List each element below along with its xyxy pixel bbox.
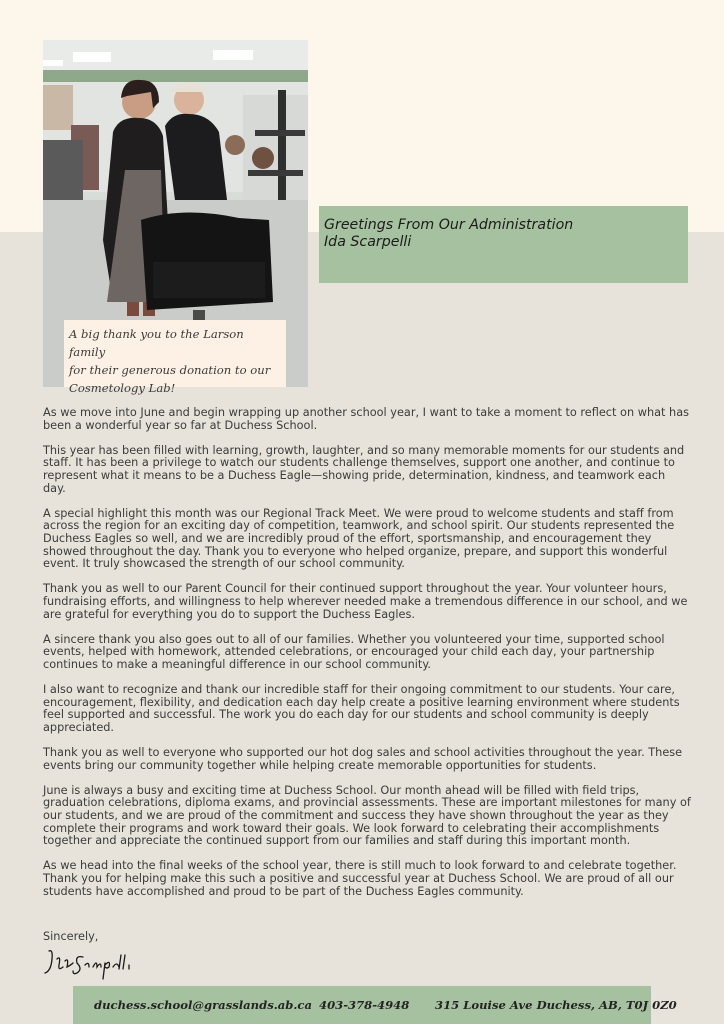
caption-line: for their generous donation to our	[69, 363, 271, 377]
letter-body	[43, 407, 691, 911]
handwritten-signature	[43, 945, 139, 985]
caption-line: Cosmetology Lab!	[69, 381, 176, 395]
body-paragraph: A special highlight this month was our Regional Track Meet. We were proud to welcome students and staff from across the region for an exciting day of competition, teamwork, and school spirit. Our students represented the Duchess Eagles so well, and we are incredibly proud of the effort, sportsmanship, and encouragement they showed throughout the day. Thank you to everyone who helped organize, prepare, and support this wonderful event. It truly showcased the strength of our school community.	[43, 506, 675, 571]
body-paragraph: This year has been filled with learning, growth, laughter, and so many memorable moments for our students and staff. It has been a privilege to watch our students challenge themselves, support one another, and continue to represent what it means to be a Duchess Eagle—showing pride, determination, kindness, and teamwork each day.	[43, 443, 685, 495]
body-paragraph: As we head into the final weeks of the school year, there is still much to look forward to and celebrate together. Thank you for helping make this such a positive and successful year at Duchess School. We are proud of all our students have accomplished and proud to be part of the Duchess Eagles community.	[43, 859, 677, 898]
greeting-header-box	[319, 206, 688, 283]
signoff: Sincerely,	[43, 930, 99, 943]
body-paragraph: As we move into June and begin wrapping up another school year, I want to take a moment to reflect on what has been a wonderful year so far at Duchess School.	[43, 406, 690, 432]
body-paragraph: I also want to recognize and thank our incredible staff for their ongoing commitment to our students. Your care, encouragement, flexibility, and dedication each day help create a positive learning environment where students feel supported and successful. The work you do each day for our students and school community is deeply appreciated.	[43, 683, 680, 734]
footer-address: 315 Louise Ave Duchess, AB, T0J 0Z0	[435, 998, 677, 1012]
greeting-title: Greetings From Our Administration	[324, 217, 574, 233]
photo-caption	[64, 320, 286, 395]
body-paragraph: A sincere thank you also goes out to all of our families. Whether you volunteered your time, supported school events, helped with homework, attended celebrations, or encouraged your child each day, your partnership continues to make a meaningful difference in our school community.	[43, 632, 665, 671]
footer-email[interactable]: duchess.school@grasslands.ab.ca	[94, 998, 312, 1012]
contact-footer	[73, 986, 677, 1024]
caption-line: A big thank you to the Larson family	[69, 327, 244, 359]
administrator-name: Ida Scarpelli	[324, 234, 412, 250]
footer-phone[interactable]: 403-378-4948	[319, 998, 410, 1012]
body-paragraph: June is always a busy and exciting time at Duchess School. Our month ahead will be filled with field trips, graduation celebrations, diploma exams, and provincial assessments. These are important milestones for many of our students, and we are proud of the commitment and success they have shown throughout the year as they complete their programs and work toward their goals. We look forward to celebrating their accomplishments together and appreciate the continued support from our families and staff during this important month.	[43, 783, 691, 848]
body-paragraph: Thank you as well to our Parent Council for their continued support throughout the year. Your volunteer hours, fundraising efforts, and willingness to help wherever needed make a tremendous difference in our school, and we are grateful for everything you do to support the Duchess Eagles.	[43, 582, 688, 621]
body-paragraph: Thank you as well to everyone who supported our hot dog sales and school activities throughout the year. These events bring our community together while helping create memorable opportunities for students.	[43, 746, 683, 772]
